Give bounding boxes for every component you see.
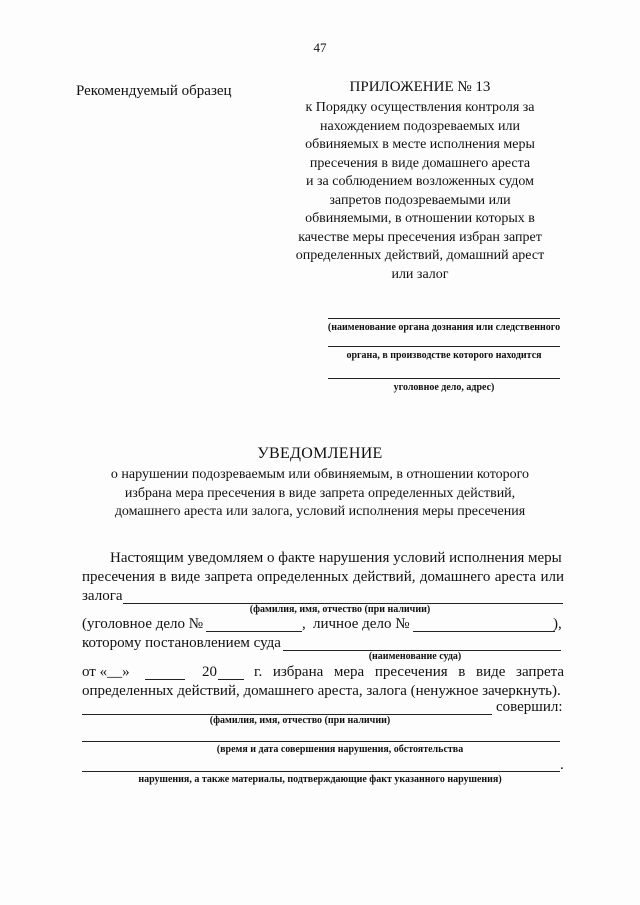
body-line-3-label: залога [82,588,123,604]
personal-case-label: личное дело № [313,616,410,632]
notice-title: УВЕДОМЛЕНИЕ [257,445,383,462]
addressee-caption-2: органа, в производстве которого находится [346,350,542,361]
committed-label: совершил: [496,699,563,715]
body-line-1: Настоящим уведомляем о факте нарушения условий исполнения меры [110,550,562,566]
materials-caption: нарушения, а также материалы, подтверждающие факт указанного нарушения) [138,774,502,785]
fio-caption: (фамилия, имя, отчество (при наличии) [249,604,431,615]
appendix-line: определенных действий, домашний арест [295,248,545,263]
court-decision-label: которому постановлением суда [82,635,281,651]
appendix-line: качестве меры пресечения избран запрет [298,229,542,245]
notice-subtitle-line: домашнего ареста или залога, условий исполнения меры пресечения [114,504,526,519]
materials-field[interactable] [82,771,560,772]
appendix-block [290,78,550,284]
appendix-line: запретов подозреваемыми или [329,192,511,208]
personal-case-field[interactable] [413,631,555,632]
body-line-2: пресечения в виде запрета определенных действий, домашнего ареста или [82,569,564,585]
notice-subtitle [60,466,580,522]
year-field[interactable] [218,679,244,680]
addressee-caption-1: (наименование органа дознания или следственного [327,322,561,333]
fio-caption-2: (фамилия, имя, отчество (при наличии) [209,715,391,726]
notice-subtitle-line: о нарушении подозреваемым или обвиняемым, в отношении которого [110,467,530,482]
appendix-line: к Порядку осуществления контроля за [305,100,535,115]
court-caption: (наименование суда) [368,651,462,662]
appendix-line: нахождением подозреваемых или [320,118,520,134]
close-paren: ), [553,616,562,632]
addressee-line-3[interactable] [328,378,560,379]
comma: , [302,616,306,632]
date-rest: г. избрана мера пресечения в виде запрета [254,664,564,680]
measure-line: определенных действий, домашнего ареста, залога (ненужное зачеркнуть). [82,683,561,699]
notice-subtitle-line: избрана мера пресечения в виде запрета определенных действий, [124,485,516,501]
appendix-line: пресечения в виде домашнего ареста [309,155,531,171]
violation-time-caption: (время и дата совершения нарушения, обстоятельства [216,744,464,755]
year-prefix: 20 [202,664,217,680]
addressee-line-1[interactable] [328,318,560,319]
page-number: 47 [313,40,327,55]
appendix-line: или залог [391,266,449,282]
recommended-sample-label: Рекомендуемый образец [76,83,232,99]
appendix-line: и за соблюдением возложенных судом [306,174,534,189]
appendix-title: ПРИЛОЖЕНИЕ № 13 [349,79,491,95]
period: . [560,757,564,773]
appendix-line: обвиняемыми, в отношении которых в [305,211,535,226]
violation-time-field[interactable] [82,741,560,742]
addressee-line-2[interactable] [328,346,560,347]
criminal-case-field[interactable] [206,631,302,632]
month-field[interactable] [145,679,185,680]
date-from: от «__» [82,664,130,680]
appendix-line: обвиняемых в месте исполнения меры [305,137,535,152]
addressee-caption-3: уголовное дело, адрес) [393,382,495,393]
criminal-case-label: (уголовное дело № [82,616,204,632]
